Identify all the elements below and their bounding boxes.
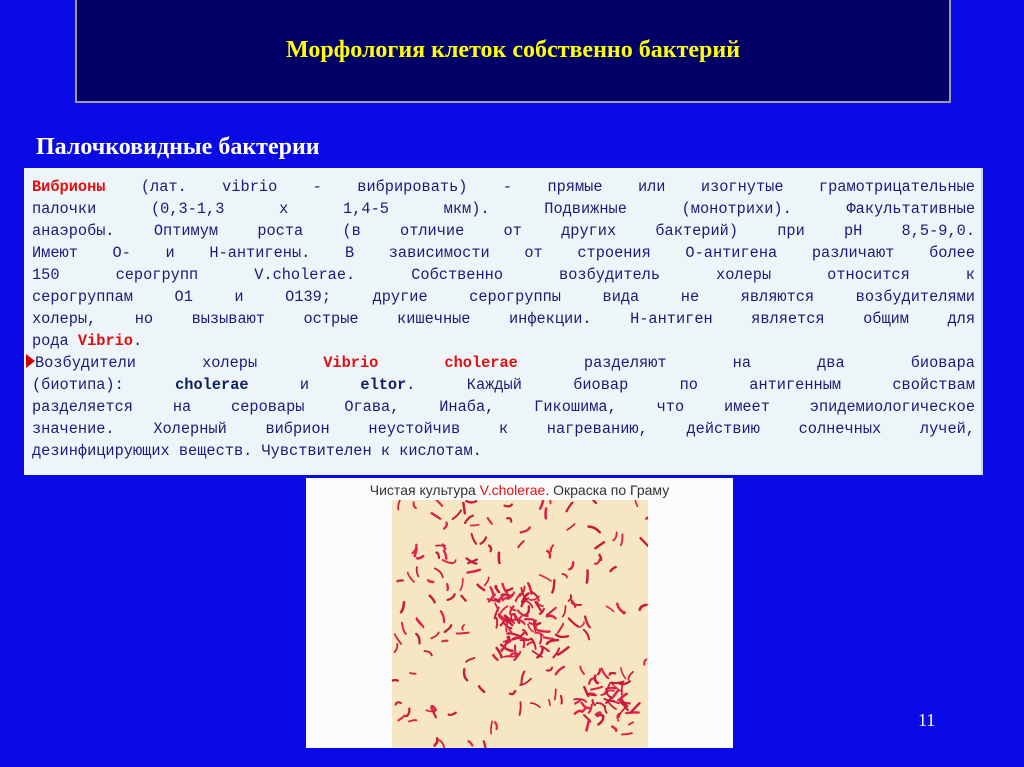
bacterium-mark [569,595,571,600]
bacterium-mark [447,584,448,590]
bacterium-mark [617,604,625,613]
bacterium-mark [409,720,416,721]
text-line [32,308,975,330]
bacterium-mark [641,538,648,547]
bacterium-mark [521,632,526,636]
bacterium-mark [507,656,516,657]
bacterium-mark [466,658,474,662]
bacterium-mark [503,584,508,593]
bacterium-mark [540,634,542,644]
highlighted-term: Vibrio [77,332,133,350]
bacterium-mark [444,523,447,529]
bacterium-mark [595,676,598,683]
bacterium-mark [511,614,513,619]
bacterium-mark [626,712,639,713]
bacterium-mark [430,596,435,603]
bacterium-mark [493,655,497,660]
text-line [32,396,975,418]
bacterium-mark [416,634,419,643]
text-segment: Возбудители холеры [35,354,324,372]
bacterium-mark [591,500,596,503]
highlighted-term: Vibrio cholerae [323,354,518,372]
bacterium-mark [611,567,616,571]
bacterium-mark [521,672,524,684]
bacterium-mark [468,570,480,573]
bacterium-mark [525,606,529,615]
bacterium-mark [441,611,444,622]
bacterium-mark [417,567,419,576]
bacterium-mark [392,680,398,682]
text-line [32,330,975,352]
bacterium-mark [410,673,416,674]
bacterium-mark [619,708,625,718]
bacterium-mark [629,722,633,725]
bacterium-mark [434,500,442,506]
bacterium-mark [414,502,416,508]
highlighted-term: cholerae [175,376,249,394]
text-segment: (биотипа): [32,376,176,394]
figure-caption [306,482,733,498]
bacterium-mark [535,620,536,625]
bacterium-mark [584,687,588,696]
text-line [32,176,975,198]
bacterium-mark [628,672,633,680]
bacterium-mark [471,525,479,526]
bacterium-mark [591,687,602,690]
bacterium-mark [491,721,492,733]
bacterium-mark [428,580,433,582]
bacterium-mark [610,673,616,675]
bacterium-mark [496,618,497,628]
bacterium-mark [595,559,600,564]
bacterium-mark [479,686,484,692]
bacterium-mark [550,500,551,503]
bacterium-mark [516,596,521,602]
text-line [32,418,975,440]
bacterium-mark [518,541,524,547]
bacterium-mark [580,622,584,627]
bacterium-mark [614,691,618,696]
bacterium-mark [457,633,469,634]
bacterium-mark [555,689,556,699]
bacterium-mark [547,608,556,615]
bacterium-mark [644,659,646,664]
bacterium-mark [490,587,493,594]
micrograph-image [392,500,648,748]
text-segment: 150 серогрупп V.cholerae. Собственно возбудитель холеры относится к [32,266,975,284]
bacterium-mark [601,692,607,695]
bacterium-mark [606,688,615,689]
bacterium-mark [593,700,596,705]
text-segment: разделяют на два биовара [517,354,975,372]
bacterium-mark [547,667,552,670]
bacterium-mark [436,553,439,558]
text-line [32,374,975,396]
bacterium-mark [569,562,573,569]
figure [306,478,733,748]
page-number: 11 [918,710,936,730]
bacterium-mark [622,684,623,695]
text-segment: . Каждый биовар по антигенным свойствам [406,376,975,394]
bacterium-mark [528,642,534,644]
bacterium-mark [402,623,406,634]
bacterium-mark [463,503,464,513]
bacterium-mark [501,595,503,600]
bacterium-mark [547,616,556,619]
bacterium-mark [499,553,500,563]
bacterium-mark [440,740,445,747]
slide-subtitle: Палочковидные бактерии [36,134,320,160]
bacterium-mark [528,624,533,631]
text-segment: рода [32,332,78,350]
bacterium-mark [567,503,573,512]
text-line [32,264,975,286]
text-line [32,352,975,374]
bacterium-mark [621,534,622,545]
bacterium-mark [580,666,584,673]
bacterium-mark [485,578,489,586]
bacterium-mark [472,534,477,544]
bacterium-mark [449,713,456,715]
bacterium-mark [613,532,617,540]
bacterium-mark [500,606,507,613]
text-segment: (лат. vibrio - вибрировать) - прямые или изогнутые грамотрицательные [105,178,975,196]
bacterium-mark [401,602,404,612]
bacterium-mark [612,727,616,731]
bacterium-mark [448,594,455,600]
bacterium-mark [510,691,515,694]
bacterium-mark [461,596,465,601]
bacterium-mark [397,580,403,581]
bacterium-mark [495,722,497,729]
bacterium-mark [484,741,486,748]
bacterium-mark [547,640,558,644]
bacterium-mark [507,518,511,522]
bacterium-mark [462,625,464,630]
bacterium-mark [432,513,440,518]
title-box [75,0,951,103]
bacterium-mark [465,516,473,523]
bacterium-mark [531,703,540,707]
bacterium-mark [501,621,505,625]
bacterium-mark [538,630,550,631]
bacterium-mark [635,500,638,506]
caption-suffix: . Окраска по Граму [545,482,670,498]
bacterium-mark [453,510,462,519]
text-segment: холеры, но вызывают острые кишечные инфекции. Н-антиген является общим для [32,310,975,328]
bacterium-mark [587,720,590,731]
highlighted-term: Вибрионы [32,178,106,196]
bacterium-mark [521,528,530,533]
bacterium-mark [585,617,590,628]
text-segment: и [248,376,361,394]
bacterium-mark [563,606,566,617]
bacterium-mark [598,669,600,674]
bacterium-mark [562,574,567,578]
text-segment: значение. Холерный вибрион неустойчив к нагреванию, действию солнечных лучей, [32,420,975,438]
bacterium-mark [547,551,550,557]
bacterium-mark [488,518,492,524]
bacterium-mark [605,706,607,713]
bacterium-mark [598,717,603,725]
bacterium-mark [640,605,647,610]
text-segment: Имеют О- и Н-антигены. В зависимости от строения О-антигена различают более [32,244,975,262]
text-segment: серогруппам О1 и О139; другие серогруппы вида не являются возбудителями [32,288,975,306]
bacterium-mark [520,702,521,715]
bacterium-mark [558,624,563,633]
bacterium-mark [435,738,438,745]
bacterium-mark [584,630,589,640]
caption-species: V.cholerae [479,482,546,498]
bacterium-mark [587,571,588,583]
text-segment: . [132,332,143,350]
bacterium-mark [589,678,594,684]
bacterium-mark [435,568,443,577]
bacterium-mark [460,579,463,590]
bacterium-mark [443,560,452,563]
text-line [32,220,975,242]
bacterium-mark [553,648,559,657]
slide-title: Морфология клеток собственно бактерий [285,37,741,63]
bacterium-mark [552,580,554,592]
bacterium-mark [481,537,486,543]
bacterium-mark [417,619,421,625]
bacterium-mark [582,703,590,708]
bacterium-mark [567,524,574,530]
bacterium-mark [549,700,550,705]
bacterium-mark [582,708,586,712]
bacterium-mark [445,625,452,632]
arrow-bullet-icon [26,354,35,368]
bacterium-mark [408,573,414,582]
bacterium-mark [556,635,568,637]
bacterium-mark [478,585,485,590]
bacterium-mark [395,634,401,644]
bacterium-mark [606,606,613,611]
bacterium-mark [398,716,404,721]
bacterium-mark [551,545,553,551]
bacterium-mark [489,546,491,552]
bacterium-mark [646,517,648,518]
bacterium-mark [507,588,512,590]
bacterium-mark [444,551,446,559]
bacterium-mark [556,667,564,674]
text-segment: анаэробы. Оптимум роста (в отличие от других бактерий) при pH 8,5-9,0. [32,222,975,240]
bacterium-mark [575,700,581,703]
bacterium-mark [398,500,402,509]
bacterium-mark [464,669,467,680]
bacterium-mark [622,733,632,734]
bacterium-mark [611,682,623,683]
bacterium-mark [468,741,472,745]
bacterium-mark [561,696,562,704]
bacterium-mark [595,542,604,548]
bacterium-mark [620,694,627,700]
bacterium-mark [602,669,609,678]
text-segment: разделяется на серовары Огава, Инаба, Гикошима, что имеет эпидемиологическое [32,398,975,416]
text-line [32,440,975,462]
bacterium-mark [569,618,579,626]
bacterium-mark [504,504,511,506]
bacterium-mark [546,508,547,518]
text-box [24,168,983,475]
bacterium-mark [631,703,639,712]
bacterium-mark [544,637,553,639]
bacterium-mark [395,644,398,652]
text-line [32,286,975,308]
bacterium-mark [597,703,605,708]
bacterium-mark [417,556,423,558]
bacterium-mark [406,709,410,717]
bacterium-mark [589,527,600,533]
bacterium-mark [425,651,432,655]
bacterium-mark [452,560,456,563]
text-segment: дезинфицирующих веществ. Чувствителен к кислотам. [32,442,482,460]
bacterium-mark [531,638,536,648]
bacterium-mark [540,575,551,581]
caption-prefix: Чистая культура [369,482,480,498]
highlighted-term: eltor [360,376,407,394]
text-segment: палочки (0,3-1,3 х 1,4-5 мкм). Подвижные (монотрихи). Факультативные [32,200,975,218]
text-line [32,242,975,264]
bacterium-mark [540,500,543,508]
bacterium-mark [496,586,499,592]
bacterium-mark [396,702,401,704]
bacterium-mark [431,632,438,638]
bacterium-mark [621,668,626,679]
bacterium-mark [466,501,476,502]
bacterium-mark [575,711,581,714]
text-line [32,198,975,220]
bacterium-mark [442,641,447,642]
